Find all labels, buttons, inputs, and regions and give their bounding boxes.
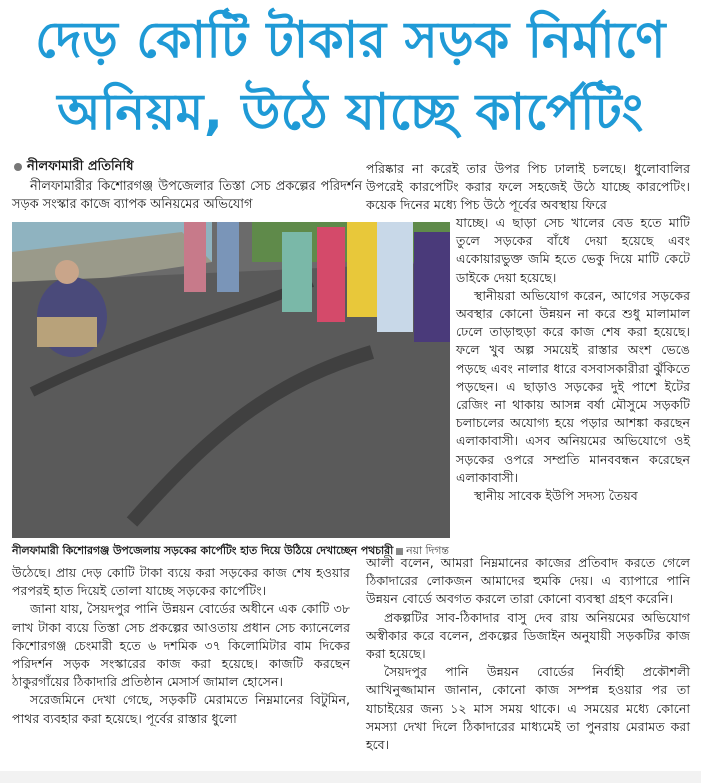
road-photo-illustration xyxy=(12,222,450,538)
byline xyxy=(14,157,133,178)
right-top-column xyxy=(366,160,690,215)
headline xyxy=(0,4,701,148)
paragraph: স্থানীয় সাবেক ইউপি সদস্য তৈয়ব xyxy=(474,488,638,504)
headline-line-1: দেড় কোটি টাকার সড়ক নির্মাণে xyxy=(35,11,666,69)
paragraph: সৈয়দপুর পানি উন্নয়ন বোর্ডের নির্বাহী প্রকৌশলী আখিনুজ্জামান জানান, কোনো কাজ সম্পন্ন হওয়ার পর তা যাচাইয়ের জন্য ১২ মাস সময় থাকে। এ সময়ের মধ্যে কোনো সমস্যা দেখা দিলে ঠিকাদারের মাধ্যমেই তা পুনরায় মেরামত করা হবে। xyxy=(366,664,690,753)
right-middle-column xyxy=(456,214,690,505)
paragraph: জানা যায়, সৈয়দপুর পানি উন্নয়ন বোর্ডের অধীনে এক কোটি ৩৮ লাখ টাকা ব্যয়ে তিস্তা সেচ প্রকল্পের আওতায় প্রধান সেচ ক্যানেলের কিশোরগঞ্জ চেংমারী হতে ৬ দশমিক ৩৭ কিলোমিটার বাম দিকের পরিদর্শন সড়ক সংস্কারের কাজ করা হয়েছে। কাজটি করছেন ঠাকুরগাঁয়ের ঠিকাদারি প্রতিষ্ঠান মেসার্স জামাল হোসেন। xyxy=(12,601,350,690)
right-bottom-column xyxy=(366,554,690,754)
news-photo xyxy=(12,222,450,538)
bullet-icon xyxy=(14,163,22,171)
paragraph: সরেজমিনে দেখা গেছে, সড়কটি মেরামতে নিম্নমানের বিটুমিন, পাথর ব্যবহার করা হয়েছে। পূর্বের রাস্তার ধুলো xyxy=(12,692,350,726)
paragraph: যাচ্ছে। এ ছাড়া সেচ খালের বেড হতে মাটি তুলে সড়কের বাঁধে দেয়া হয়েছে এবং একোয়ারভুক্ত জমি হতে ভেকু দিয়ে মাটি কেটে ডাইকে দেয়া হয়েছে। xyxy=(456,215,690,285)
paragraph: উঠেছে। প্রায় দেড় কোটি টাকা ব্যয়ে করা সড়কের কাজ শেষ হওয়ার পরপরই হাত দিয়েই তোলা যাচ্ছে সড়কের কার্পেটিং। xyxy=(12,565,350,599)
byline-text: নীলফামারী প্রতিনিধি xyxy=(27,159,134,174)
left-top-column xyxy=(12,178,362,214)
paragraph: স্থানীয়রা অভিযোগ করেন, আগের সড়কের অবস্থার কোনো উন্নয়ন না করে শুধু মালামাল ঢেলে তাড়াহুড়া করে কাজ শেষ করা হয়েছে। ফলে খুব অল্প সময়েই রাস্তার অংশ ভেঙে পড়ছে এবং নালার ধারে বসবাসকারীরা ঝুঁকিতে পড়ছেন। এ ছাড়াও সড়কের দুই পাশে ইটের রেজিং না থাকায় আসন্ন বর্ষা মৌসুমে সড়কটি চলাচলের অযোগ্য হয়ে পড়ার আশঙ্কা করছেন এলাকাবাসী। এসব অনিয়মের অভিযোগে ওই সড়কের ওপরে সম্প্রতি মানববন্ধন করেছেন এলাকাবাসী। xyxy=(456,287,690,485)
paragraph: প্রকল্পটির সাব-ঠিকাদার বাসু দেব রায় অনিয়মের অভিযোগ অস্বীকার করে বলেন, প্রকল্পের ডিজাইন অনুযায়ী সড়কটির কাজ করা হয়েছে। xyxy=(366,609,690,662)
photo-credit: নয়া দিগন্ত xyxy=(406,544,449,557)
paragraph: নীলফামারীর কিশোরগঞ্জ উপজেলার তিস্তা সেচ প্রকল্পের পরিদর্শন সড়ক সংস্কার কাজে ব্যাপক অনিয়মের অভিযোগ xyxy=(12,179,362,213)
paragraph: আলী বলেন, আমরা নিম্নমানের কাজের প্রতিবাদ করতে গেলে ঠিকাদারের লোকজন আমাদের হুমকি দেয়। এ ব্যাপারে পানি উন্নয়ন বোর্ডে অবগত করলে তারা কোনো ব্যবস্থা গ্রহণ করেনি। xyxy=(366,555,690,607)
paragraph: পরিষ্কার না করেই তার উপর পিচ ঢালাই চলছে। ধুলোবালির উপরেই কারপেটিং করার ফলে সহজেই উঠে যাচ্ছে কারপেটিং। কয়েক দিনের মধ্যে পিচ উঠে পূর্বের অবস্থায় ফিরে xyxy=(366,161,690,213)
left-bottom-column xyxy=(12,564,350,728)
page-bottom-strip xyxy=(0,771,701,783)
headline-line-2: অনিয়ম, উঠে যাচ্ছে কার্পেটিং xyxy=(57,83,644,141)
caption-text: নীলফামারী কিশোরগঞ্জ উপজেলায় সড়কের কার্পেটিং হাত দিয়ে উঠিয়ে দেখাচ্ছেন পথচারী xyxy=(12,544,394,557)
